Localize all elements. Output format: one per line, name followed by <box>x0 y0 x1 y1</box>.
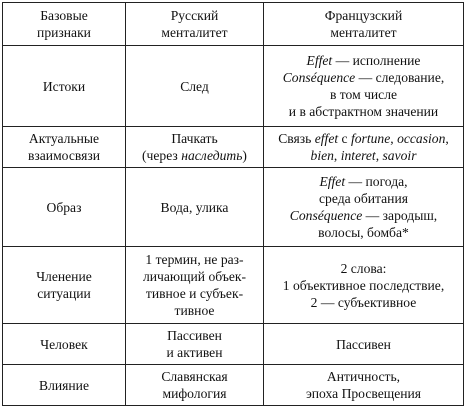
italic-term: Effet <box>306 53 333 68</box>
table-row <box>3 168 464 247</box>
french-text: Античность, <box>326 369 401 384</box>
feature-cell <box>3 46 126 127</box>
russian-text: (через наследить) <box>142 148 247 163</box>
italic-term: effet <box>314 131 339 146</box>
russian-text: тивное <box>174 303 215 318</box>
table-row <box>3 365 464 406</box>
header-russian <box>126 3 264 46</box>
feature-cell <box>3 247 126 324</box>
comparison-table <box>2 2 464 406</box>
russian-cell <box>126 127 264 168</box>
feature-label: Актуальные <box>28 131 100 146</box>
french-text: в том числе <box>329 87 398 102</box>
italic-term: Conséquence <box>289 208 363 223</box>
french-cell <box>264 127 464 168</box>
table-row <box>3 324 464 365</box>
russian-text: и активен <box>166 345 223 360</box>
italic-term: наследить <box>181 148 243 163</box>
french-cell <box>264 324 464 365</box>
french-text: Effet — исполнение <box>306 53 421 68</box>
french-cell <box>264 46 464 127</box>
russian-text: Пассивен <box>167 328 222 343</box>
feature-label: взаимосвязи <box>27 148 100 163</box>
french-text: волосы, бомба* <box>318 225 409 240</box>
french-text: 2 — субъективное <box>310 294 417 310</box>
italic-term: interet <box>340 148 376 163</box>
header-french <box>264 3 464 46</box>
russian-text: След <box>180 78 209 94</box>
header-text-line: менталитет <box>161 25 228 40</box>
header-text-line: менталитет <box>330 25 397 40</box>
french-text: 2 слова: <box>340 260 387 276</box>
russian-text: личающий объек- <box>142 269 247 284</box>
french-cell <box>264 365 464 406</box>
russian-cell <box>126 168 264 247</box>
french-text: эпоха Просвещения <box>305 386 422 401</box>
russian-text: мифология <box>162 386 227 401</box>
header-text-line: Базовые <box>40 8 88 23</box>
header-text-line: признаки <box>37 25 91 40</box>
table-row <box>3 247 464 324</box>
italic-term: fortune <box>350 131 391 146</box>
feature-label: Членение <box>36 269 92 284</box>
french-text: bien, interet, savoir <box>310 148 417 163</box>
italic-term: Effet <box>319 174 346 189</box>
feature-label: Образ <box>46 199 82 215</box>
italic-term: occasion <box>397 131 446 146</box>
header-row <box>3 3 464 46</box>
table-row <box>3 127 464 168</box>
italic-term: savoir <box>382 148 417 163</box>
french-text: Conséquence — зародыш, <box>289 208 438 223</box>
feature-cell <box>3 365 126 406</box>
header-base-features <box>3 3 126 46</box>
feature-cell <box>3 324 126 365</box>
italic-term: Conséquence <box>282 70 356 85</box>
feature-label: Влияние <box>39 377 89 393</box>
russian-cell <box>126 324 264 365</box>
french-text: Conséquence — следование, <box>282 70 445 85</box>
feature-label: ситуации <box>37 286 91 301</box>
russian-text: Славянская <box>161 369 228 384</box>
russian-cell <box>126 46 264 127</box>
french-text: Связь effet с fortune, occasion, <box>278 131 449 146</box>
russian-text: тивное и субъек- <box>145 286 244 301</box>
russian-text: Вода, улика <box>160 199 229 215</box>
header-text-line: Французский <box>324 8 403 23</box>
feature-label: Истоки <box>42 78 86 94</box>
russian-text: Пачкать <box>171 131 218 146</box>
french-text: Effet — погода, <box>319 174 408 189</box>
french-text: Пассивен <box>336 336 391 352</box>
french-text: среда обитания <box>319 191 408 206</box>
italic-term: bien <box>310 148 334 163</box>
header-text-line: Русский <box>170 8 219 23</box>
french-cell <box>264 168 464 247</box>
feature-cell <box>3 168 126 247</box>
french-text: 1 объективное последствие, <box>282 277 445 293</box>
russian-cell <box>126 365 264 406</box>
french-text: и в абстрактном значении <box>288 104 439 119</box>
feature-label: Человек <box>40 336 88 352</box>
table-body <box>3 3 464 406</box>
table-row <box>3 46 464 127</box>
russian-text: 1 термин, не раз- <box>145 252 244 267</box>
russian-cell <box>126 247 264 324</box>
french-cell <box>264 247 464 324</box>
feature-cell <box>3 127 126 168</box>
